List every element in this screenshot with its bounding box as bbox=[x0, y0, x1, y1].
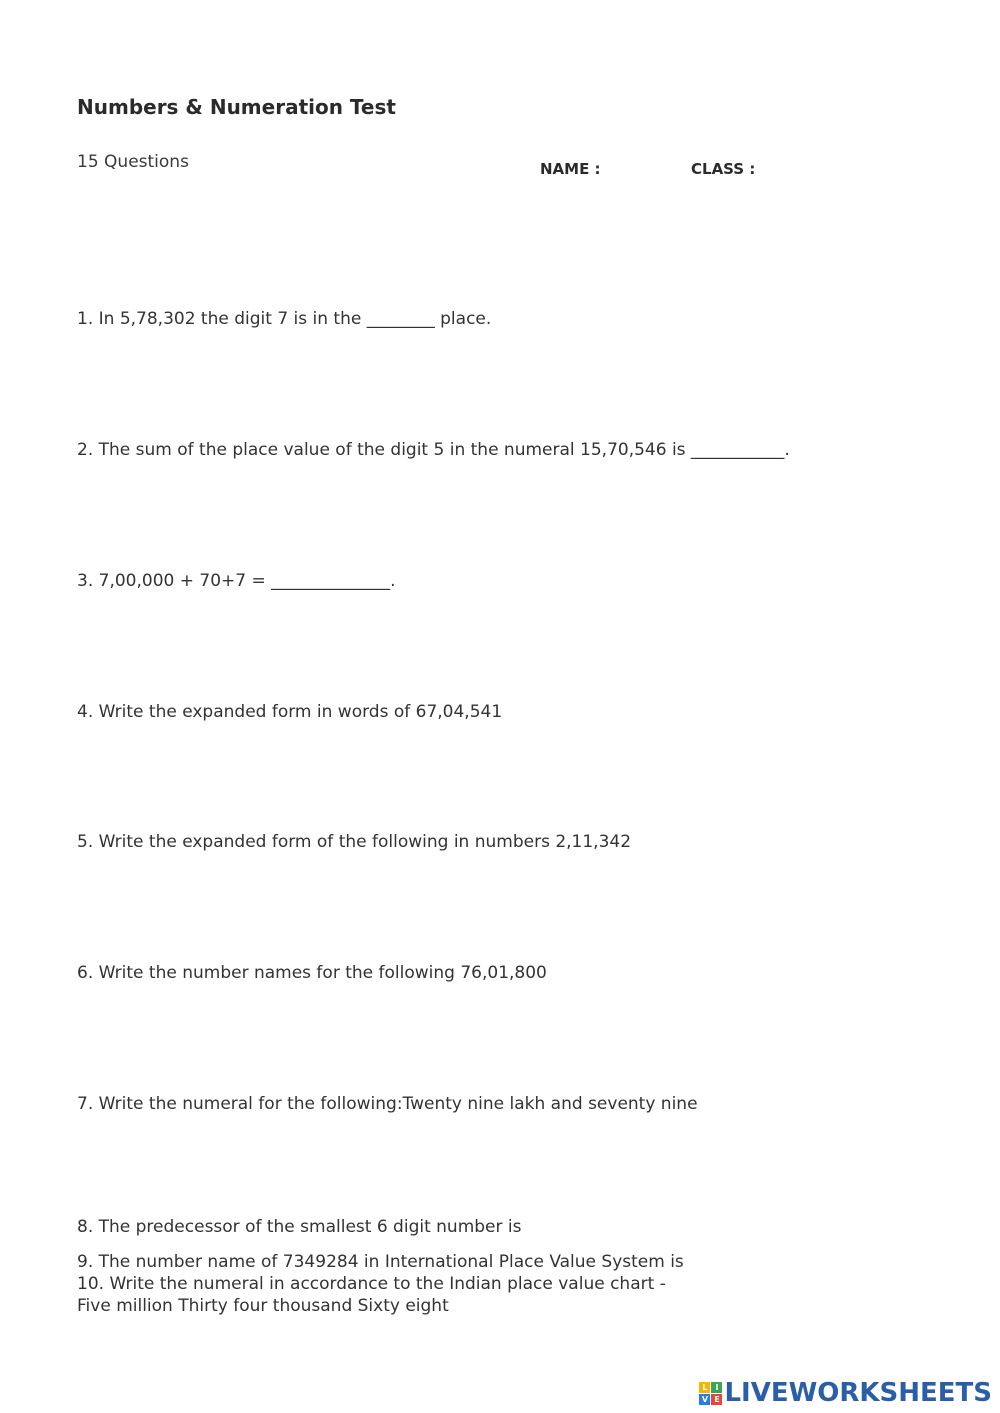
page-title: Numbers & Numeration Test bbox=[77, 95, 396, 119]
question-count: 15 Questions bbox=[77, 152, 189, 172]
logo-tile: E bbox=[711, 1394, 722, 1405]
question-4: 4. Write the expanded form in words of 67,04,541 bbox=[77, 702, 503, 722]
question-10-continued: Five million Thirty four thousand Sixty eight bbox=[77, 1296, 449, 1316]
question-8: 8. The predecessor of the smallest 6 digit number is bbox=[77, 1217, 522, 1237]
logo-tiles-icon bbox=[699, 1382, 722, 1405]
question-9: 9. The number name of 7349284 in International Place Value System is bbox=[77, 1252, 684, 1272]
logo-tile: I bbox=[711, 1382, 722, 1393]
name-label: NAME : bbox=[540, 160, 601, 178]
question-3: 3. 7,00,000 + 70+7 = ______________. bbox=[77, 571, 396, 591]
question-2: 2. The sum of the place value of the digit 5 in the numeral 15,70,546 is ___________. bbox=[77, 440, 790, 460]
question-6: 6. Write the number names for the following 76,01,800 bbox=[77, 963, 547, 983]
question-1: 1. In 5,78,302 the digit 7 is in the ________ place. bbox=[77, 309, 492, 329]
question-10: 10. Write the numeral in accordance to the Indian place value chart - bbox=[77, 1274, 666, 1294]
question-5: 5. Write the expanded form of the following in numbers 2,11,342 bbox=[77, 832, 632, 852]
class-label: CLASS : bbox=[691, 160, 756, 178]
logo-tile: L bbox=[699, 1382, 710, 1393]
brand-name: LIVEWORKSHEETS bbox=[724, 1378, 992, 1408]
logo-tile: V bbox=[699, 1394, 710, 1405]
question-7: 7. Write the numeral for the following:Twenty nine lakh and seventy nine bbox=[77, 1094, 698, 1114]
liveworksheets-logo[interactable] bbox=[699, 1378, 992, 1408]
